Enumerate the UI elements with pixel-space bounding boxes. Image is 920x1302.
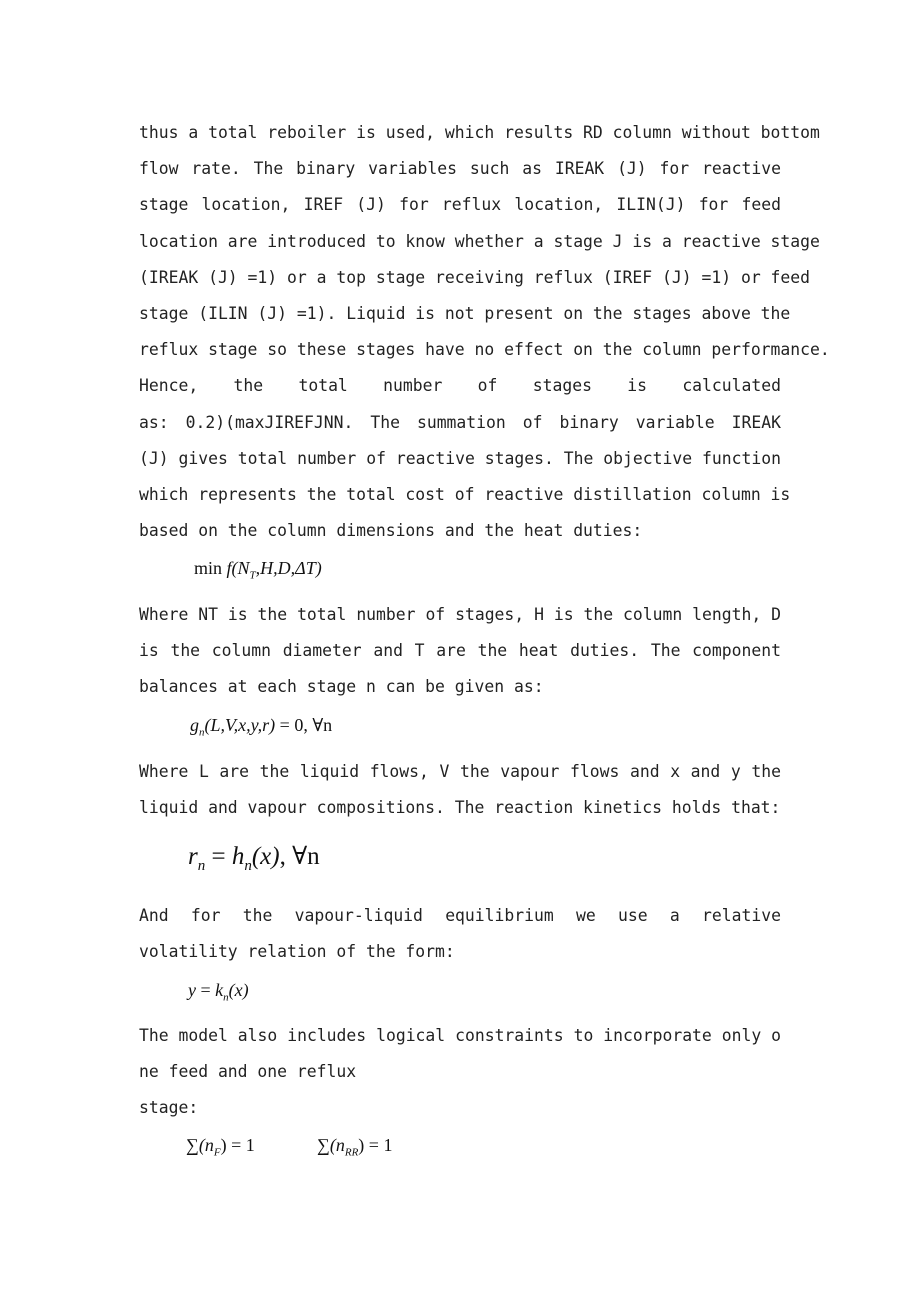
text-line: flow rate. The binary variables such as IREAK (J) for reactive	[139, 159, 781, 179]
text-line: reflux stage so these stages have no effect on the column performance.	[139, 340, 830, 360]
text-line: stage location, IREF (J) for reflux location, ILIN(J) for feed	[139, 195, 781, 215]
text-line: (J) gives total number of reactive stages. The objective function	[139, 448, 781, 468]
text-line: thus a total reboiler is used, which results RD column without bottom	[139, 123, 820, 142]
text-line: as: 0.2)(maxJIREFJNN. The summation of binary variable IREAK	[139, 412, 781, 432]
text-line: (IREAK (J) =1) or a top stage receiving reflux (IREF (J) =1) or feed	[139, 267, 811, 287]
paragraph-1	[139, 115, 830, 549]
text-line: Where L are the liquid flows, V the vapour flows and x and y the	[139, 762, 781, 781]
text-line: liquid and vapour compositions. The reaction kinetics holds that:	[139, 798, 781, 818]
text-line: Hence, the total number of stages is calculated	[139, 376, 781, 396]
text-line: based on the column dimensions and the heat duties:	[139, 521, 643, 541]
paragraph-3	[139, 754, 781, 826]
kinetics-equation: $r_n = h_n(x)$, ∀n	[188, 843, 320, 874]
text-line: The model also includes logical constraints to incorporate only o	[139, 1026, 781, 1045]
reflux-constraint-equation: $\sum(n_{RR}) = 1$	[317, 1135, 393, 1159]
component-balance-equation: $g_n(L,V,x,y,r) = 0$, ∀n	[190, 715, 333, 739]
equilibrium-equation: $y = k_n(x)$	[188, 980, 249, 1004]
text-line: stage (ILIN (J) =1). Liquid is not present on the stages above the	[139, 304, 791, 324]
objective-equation: $\min f(N_T,H,D,\Delta T)$	[194, 558, 322, 582]
paragraph-5	[139, 1018, 781, 1127]
text-line: location are introduced to know whether a stage J is a reactive stage	[139, 231, 820, 251]
feed-constraint-equation: $\sum(n_F) = 1$	[186, 1135, 255, 1159]
text-line: And for the vapour-liquid equilibrium we use a relative	[139, 906, 781, 925]
text-line: volatility relation of the form:	[139, 942, 455, 962]
text-line: balances at each stage n can be given as:	[139, 677, 544, 697]
paragraph-4	[139, 898, 781, 970]
text-line: Where NT is the total number of stages, H is the column length, D	[139, 605, 781, 624]
paragraph-2	[139, 597, 781, 706]
text-line: is the column diameter and T are the heat duties. The component	[139, 641, 781, 661]
text-line: ne feed and one reflux	[139, 1062, 357, 1082]
text-line: stage:	[139, 1098, 199, 1118]
text-line: which represents the total cost of reactive distillation column is	[139, 485, 791, 505]
